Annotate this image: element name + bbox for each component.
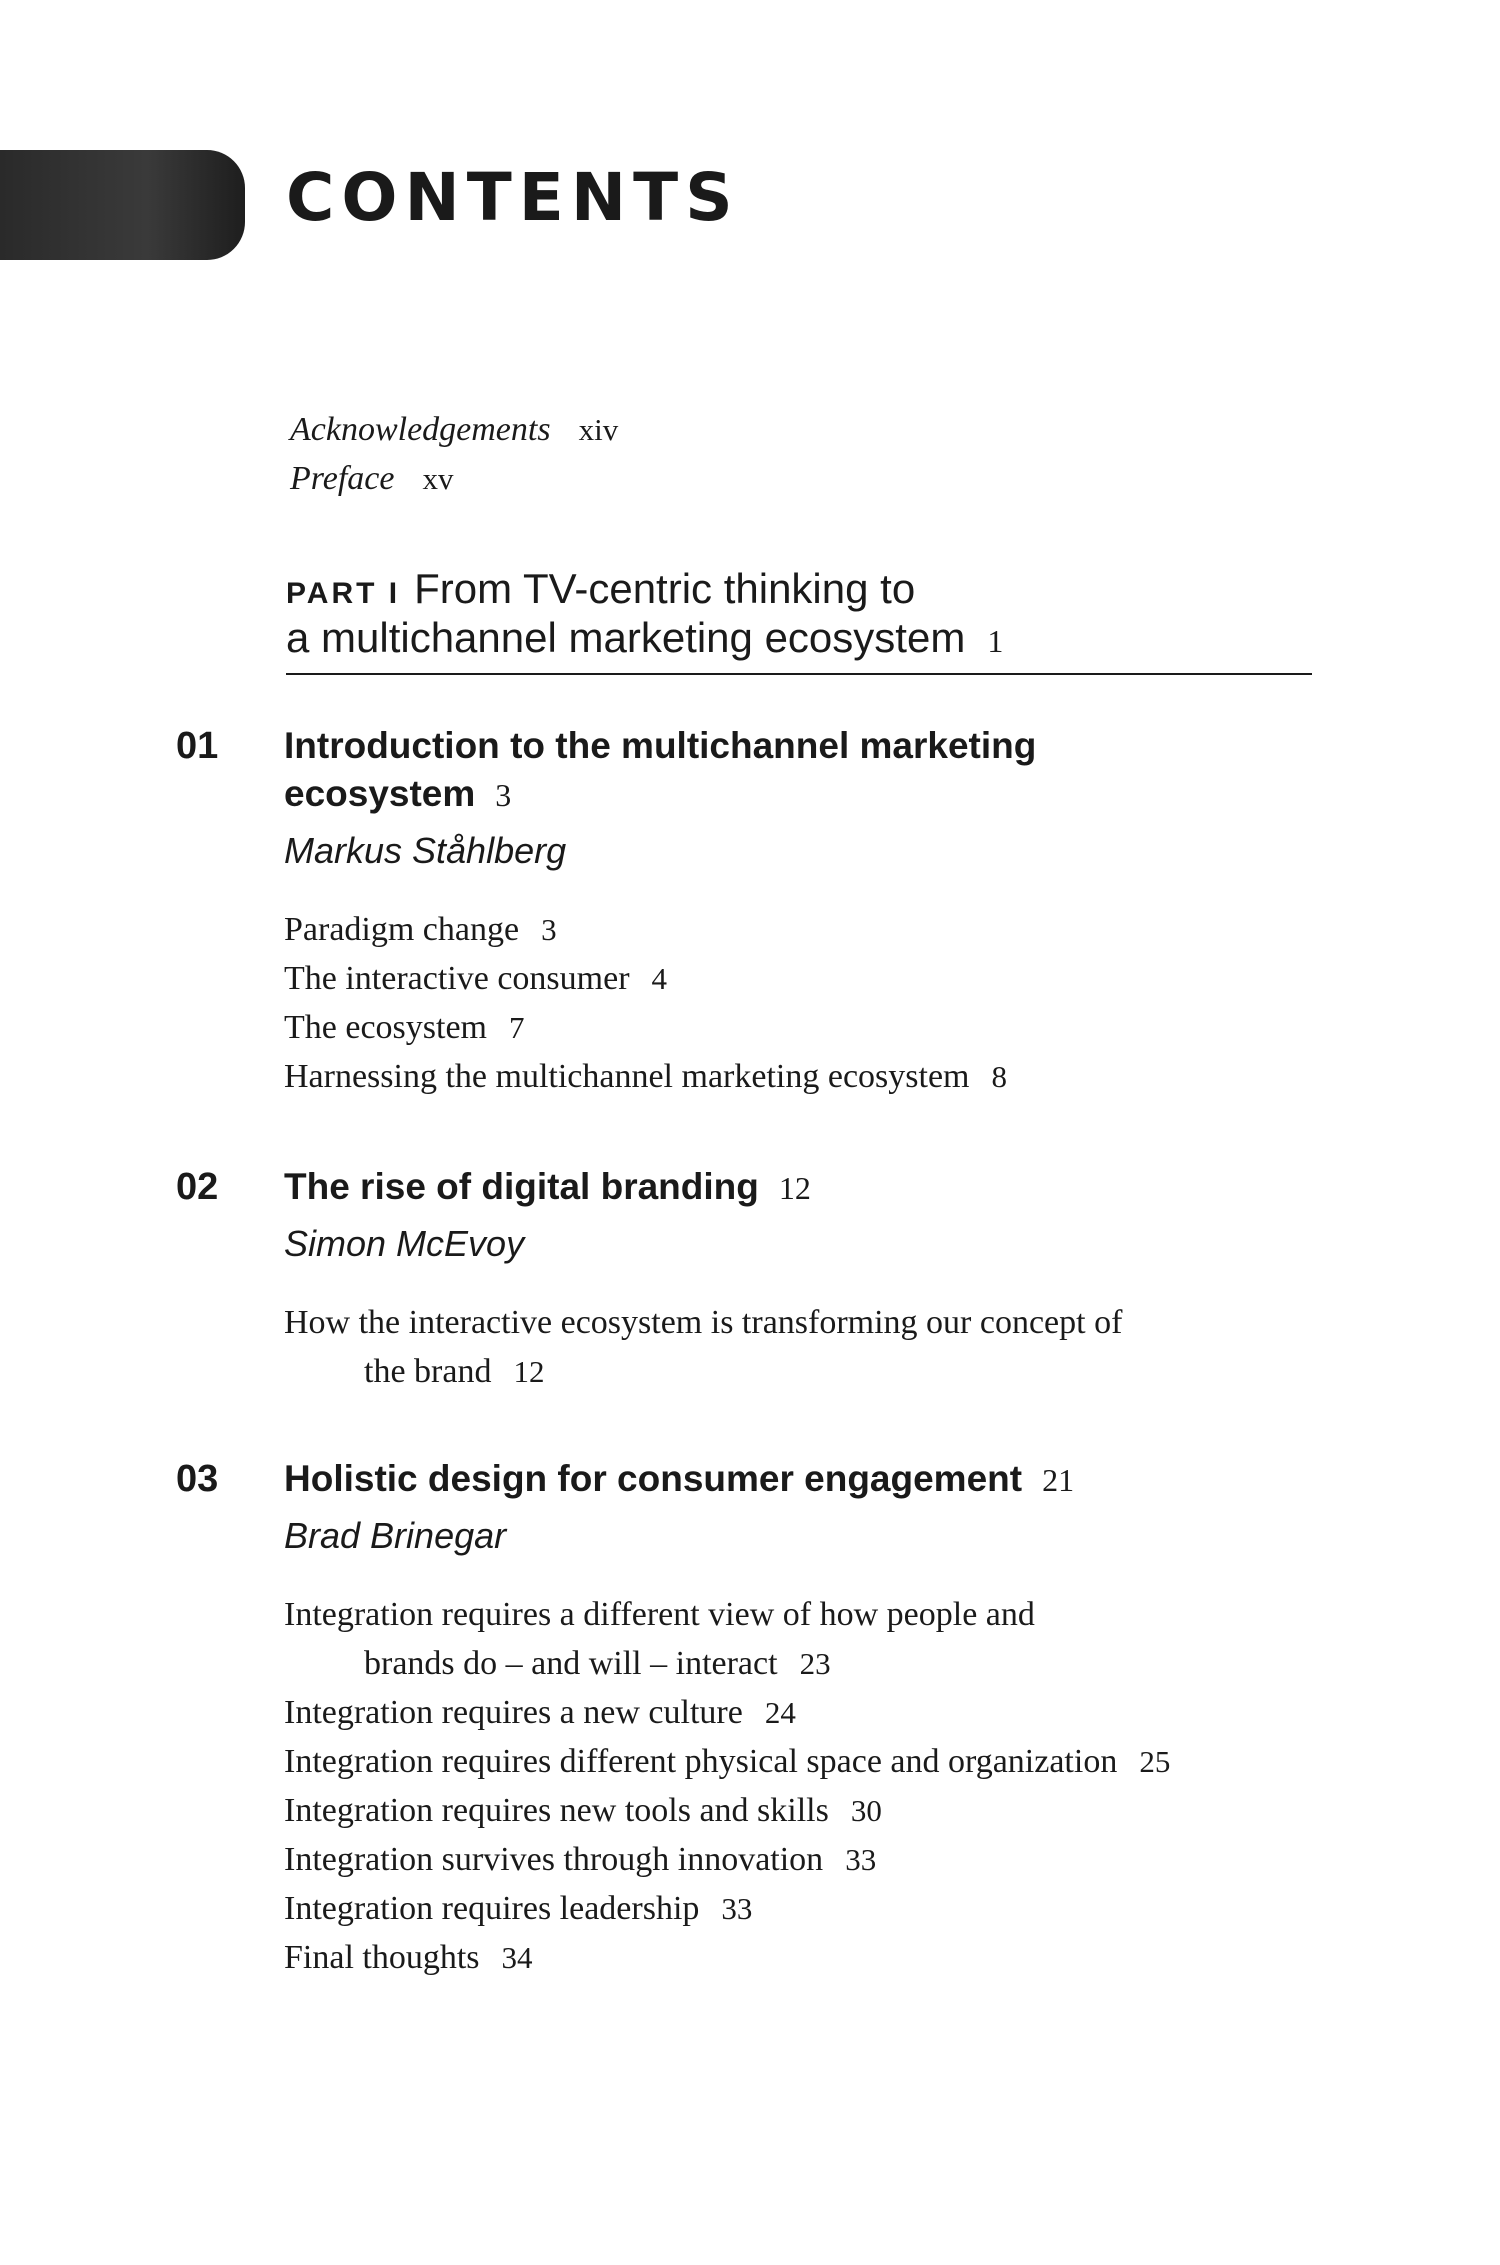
chapter-title-line: Introduction to the multichannel marketing <box>284 725 1037 766</box>
section-entry[interactable] <box>284 1298 1314 1396</box>
section-entry[interactable] <box>284 954 1314 1003</box>
page-title: CONTENTS <box>286 159 740 236</box>
section-entry[interactable] <box>284 1835 1314 1884</box>
section-page: 30 <box>850 1793 882 1828</box>
part-title: From TV-centric thinking to <box>414 565 916 612</box>
chapter-page: 3 <box>495 777 512 813</box>
section-title: The ecosystem <box>284 1009 487 1046</box>
front-matter-list <box>290 405 618 503</box>
chapter-title-text: The rise of digital branding <box>284 1166 759 1207</box>
section-title-line: Integration requires a different view of how people and <box>284 1596 1035 1633</box>
chapter-author: Markus Ståhlberg <box>284 830 567 871</box>
section-entry[interactable] <box>284 1933 1314 1982</box>
chapter-number: 03 <box>176 1458 219 1500</box>
section-title: The interactive consumer <box>284 960 630 997</box>
section-title-line <box>324 1639 1314 1688</box>
section-page: 12 <box>513 1354 545 1389</box>
section-list <box>284 905 1314 1101</box>
section-page: 34 <box>501 1940 533 1975</box>
section-page: 33 <box>721 1891 753 1926</box>
chapter-title[interactable] <box>284 1163 1314 1212</box>
section-title: Integration requires leadership <box>284 1890 700 1927</box>
chapter-author: Brad Brinegar <box>284 1515 507 1556</box>
section-page: 23 <box>799 1646 831 1681</box>
contents-tab-decoration <box>0 150 245 260</box>
section-page: 25 <box>1139 1744 1171 1779</box>
chapter-page: 21 <box>1042 1462 1075 1498</box>
chapter-number: 01 <box>176 725 219 767</box>
chapter-title-text: ecosystem <box>284 773 476 814</box>
section-title-line: How the interactive ecosystem is transforming our concept of <box>284 1304 1123 1341</box>
part-title-line-1 <box>286 567 1312 616</box>
section-entry[interactable] <box>284 1737 1314 1786</box>
chapter-author: Simon McEvoy <box>284 1223 525 1264</box>
section-title: the brand <box>364 1353 492 1390</box>
chapter-page: 12 <box>778 1170 811 1206</box>
section-title: Final thoughts <box>284 1939 480 1976</box>
section-page: 7 <box>509 1010 525 1045</box>
section-entry[interactable] <box>284 1590 1314 1688</box>
section-title: Harnessing the multichannel marketing ecosystem <box>284 1058 970 1095</box>
part-heading[interactable] <box>286 567 1312 675</box>
chapter-number: 02 <box>176 1166 219 1208</box>
chapter-body <box>284 1163 1314 1396</box>
section-entry[interactable] <box>284 1003 1314 1052</box>
section-page: 33 <box>845 1842 877 1877</box>
section-page: 4 <box>651 961 668 996</box>
section-page: 24 <box>764 1695 796 1730</box>
section-entry[interactable] <box>284 1688 1314 1737</box>
toc-entry-acknowledgements[interactable] <box>290 405 618 454</box>
section-entry[interactable] <box>284 1786 1314 1835</box>
section-title: Integration requires a new culture <box>284 1694 743 1731</box>
toc-entry-preface[interactable] <box>290 454 618 503</box>
toc-entry-page: xv <box>422 461 454 496</box>
section-entry[interactable] <box>284 1884 1314 1933</box>
section-title: Integration requires new tools and skills <box>284 1792 829 1829</box>
toc-entry-title: Preface <box>290 460 395 497</box>
section-list <box>284 1298 1314 1396</box>
section-entry[interactable] <box>284 1052 1314 1101</box>
part-label: PART I <box>286 577 401 610</box>
part-title: a multichannel marketing ecosystem <box>286 614 966 661</box>
part-title-line-2 <box>286 616 1312 663</box>
toc-entry-page: xiv <box>578 412 619 447</box>
section-title: Integration requires different physical space and organization <box>284 1743 1118 1780</box>
section-page: 8 <box>991 1059 1007 1094</box>
section-title: Paradigm change <box>284 911 520 948</box>
chapter-title[interactable] <box>284 722 1314 819</box>
chapter-title-text: Holistic design for consumer engagement <box>284 1458 1023 1499</box>
section-entry[interactable] <box>284 905 1314 954</box>
section-page: 3 <box>541 912 557 947</box>
chapter-body <box>284 1455 1314 1982</box>
section-title: Integration survives through innovation <box>284 1841 824 1878</box>
part-page: 1 <box>987 623 1004 659</box>
chapter-title-line <box>284 770 1314 819</box>
chapter-title[interactable] <box>284 1455 1314 1504</box>
toc-entry-title: Acknowledgements <box>290 411 551 448</box>
section-list <box>284 1590 1314 1982</box>
chapter-body <box>284 722 1314 1101</box>
section-title: brands do – and will – interact <box>364 1645 778 1682</box>
section-title-line <box>324 1347 1314 1396</box>
